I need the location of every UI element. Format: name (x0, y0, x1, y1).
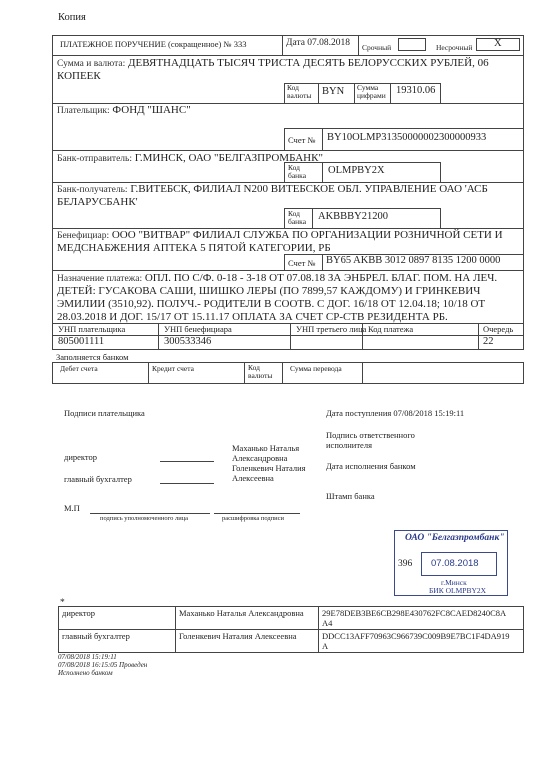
accountant-name-1: Голенкевич Наталия (232, 463, 306, 473)
payer-field (57, 104, 191, 118)
unp-third-label: УНП третьего лица (296, 324, 367, 334)
currency-code: BYN (322, 86, 345, 97)
sender-bank-code-label: Код банка (288, 163, 307, 180)
payer-account-label: Счет № (288, 135, 316, 145)
signature-hash (319, 630, 524, 653)
order-date: Дата 07.08.2018 (286, 38, 351, 48)
recipient-bank-label: Банк-получатель: (57, 185, 128, 195)
responsible-label-1: Подпись ответственного (326, 430, 415, 440)
director-label: директор (64, 452, 98, 462)
sender-bank-code: OLMPBY2X (328, 165, 385, 176)
unp-beneficiary: 300533346 (164, 336, 212, 347)
chief-accountant-label: главный бухгалтер (64, 474, 132, 484)
signature-hash-line2: A (322, 641, 329, 651)
purpose-field (57, 272, 497, 286)
signature-row-accountant (59, 630, 524, 653)
signature-row-director (59, 607, 524, 630)
sum-digits: 19310.06 (396, 85, 436, 96)
beneficiary-name-line1: ООО "ВИТВАР" ФИЛИАЛ СЛУЖБА ПО ОРГАНИЗАЦИИ РОЗНИЧНОЙ СЕТИ И (111, 229, 503, 241)
recipient-bank-code: AKBBBY21200 (318, 211, 389, 222)
unp-payer: 805001111 (58, 336, 105, 347)
footer-line1: 07/08/2018 15:19:11 (58, 653, 117, 661)
beneficiary-label: Бенефициар: (57, 231, 110, 241)
stamp-city: г.Минск (441, 578, 467, 587)
sender-bank-name: Г.МИНСК, ОАО "БЕЛГАЗПРОМБАНК" (134, 152, 323, 164)
stamp-number: 396 (398, 559, 413, 569)
footer-line3: Исполнено банком (58, 669, 113, 677)
signature-hash-line1: 29E78DEB3BE6CB298E430762FC8CAED8240C8A (322, 608, 507, 618)
nonurgent-mark: X (494, 38, 502, 49)
signature-hash (319, 607, 524, 630)
execution-date-label: Дата исполнения банком (326, 461, 416, 471)
bank-stamp-label: Штамп банка (326, 491, 375, 501)
sender-bank-label: Банк-отправитель: (57, 154, 133, 164)
purpose-line3: ЭМИЛИИ (3510,92). ПОЛУЧ.- РОДИТЕЛИ В СООТВ. С ДОГ. 16/18 ОТ 12.04.18; 10/18 ОТ (57, 298, 486, 310)
nonurgent-label: Несрочный (436, 43, 473, 52)
amount-words-line1: ДЕВЯТНАДЦАТЬ ТЫСЯЧ ТРИСТА ДЕСЯТЬ БЕЛОРУССКИХ РУБЛЕЙ, 06 (127, 57, 489, 69)
sum-digits-label: Сумма цифрами (357, 83, 386, 100)
bank-fill-label: Заполняется банком (56, 352, 129, 362)
beneficiary-name-line2: МЕДСНАБЖЕНИЯ АПТЕКА 5 ПЯТОЙ КАТЕГОРИИ, РБ (57, 242, 331, 254)
bank-currency-label: Код валюты (248, 363, 273, 380)
amount-label: Сумма и валюта: (57, 59, 126, 69)
recipient-bank-name-line2: БЕЛАРУСБАНК' (57, 196, 138, 208)
queue-value: 22 (483, 336, 494, 347)
payment-code-label: Код платежа (368, 324, 414, 334)
signature-name: Маханько Наталья Александровна (176, 607, 319, 630)
recipient-bank-field (57, 183, 488, 197)
queue-label: Очередь (483, 324, 514, 334)
director-name-1: Маханько Наталья (232, 443, 300, 453)
beneficiary-field (57, 229, 503, 243)
recipient-bank-code-label: Код банка (288, 209, 307, 226)
payer-signatures-label: Подписи плательщика (64, 408, 145, 418)
digital-signature-table (58, 606, 524, 653)
unp-payer-label: УНП плательщика (58, 324, 126, 334)
payer-name: ФОНД "ШАНС" (112, 104, 191, 116)
unp-beneficiary-label: УНП бенефициара (164, 324, 232, 334)
signature-role: директор (59, 607, 176, 630)
accountant-name-2: Алексеевна (232, 473, 274, 483)
order-title: ПЛАТЕЖНОЕ ПОРУЧЕНИЕ (сокращенное) № 333 (60, 39, 247, 49)
signature-hash-line2: A4 (322, 618, 333, 628)
amount-words-line2: КОПЕЕК (57, 70, 101, 82)
stamp-bik: БИК OLMPBY2X (429, 586, 487, 595)
payer-account: BY10OLMP31350000002300000933 (327, 132, 487, 143)
copy-label: Копия (58, 12, 86, 23)
purpose-line4: 28.03.2018 И ДОГ. 15/17 ОТ 15.11.17 ОПЛАТА ЗА СЧЕТ СР-СТВ РЕЗИДЕНТА РБ. (57, 311, 448, 323)
debit-label: Дебет счета (60, 364, 98, 373)
purpose-line1: ОПЛ. ПО С/Ф. 0-18 - 3-18 ОТ 07.08.18 ЗА ЭНБРЕЛ. БЛАГ. ПОМ. НА ЛЕЧ. (144, 272, 498, 284)
urgent-label: Срочный (362, 43, 392, 52)
signature-decode-caption: расшифровка подписи (222, 515, 285, 522)
asterisk: * (60, 598, 65, 608)
beneficiary-account: BY65 AKBB 3012 0897 8135 1200 0000 (326, 255, 501, 266)
signature-hash-line1: DDCC13AFF70963C966739C009B9E7BC1F4DA919 (322, 631, 510, 641)
signature-role: главный бухгалтер (59, 630, 176, 653)
recipient-bank-name-line1: Г.ВИТЕБСК, ФИЛИАЛ N200 ВИТЕБСКОЕ ОБЛ. УПРАВЛЕНИЕ ОАО 'АСБ (130, 183, 488, 195)
purpose-label: Назначение платежа: (57, 274, 143, 284)
amount-field (57, 57, 489, 71)
responsible-label-2: исполнителя (326, 440, 372, 450)
bank-stamp (394, 530, 508, 596)
transfer-amount-label: Сумма перевода (290, 364, 342, 373)
signature-name: Голенкевич Наталия Алексеевна (176, 630, 319, 653)
purpose-line2: ДЕТЕЙ: ГУСАКОВА САШИ, ШИШКО ЛЕРЫ (ПО 7899,57 КАЖДОМУ) И ГРИНКЕВИЧ (57, 285, 481, 297)
currency-code-label: Код валюты (287, 83, 312, 100)
stamp-date: 07.08.2018 (431, 558, 479, 569)
director-name-2: Александровна (232, 453, 288, 463)
payer-label: Плательщик: (57, 106, 110, 116)
stamp-bank-name: ОАО "Белгазпромбанк" (405, 533, 505, 543)
receipt-date: Дата поступления 07/08/2018 15:19:11 (326, 408, 465, 418)
mp-label: М.П (64, 503, 80, 513)
bank-fill-table (52, 362, 524, 384)
footer-line2: 07/08/2018 16:15:05 Проведен (58, 661, 148, 669)
beneficiary-account-label: Счет № (288, 258, 316, 268)
urgent-checkbox (398, 38, 426, 51)
credit-label: Кредит счета (152, 364, 194, 373)
authorized-signature-caption: подпись уполномоченного лица (100, 515, 189, 522)
